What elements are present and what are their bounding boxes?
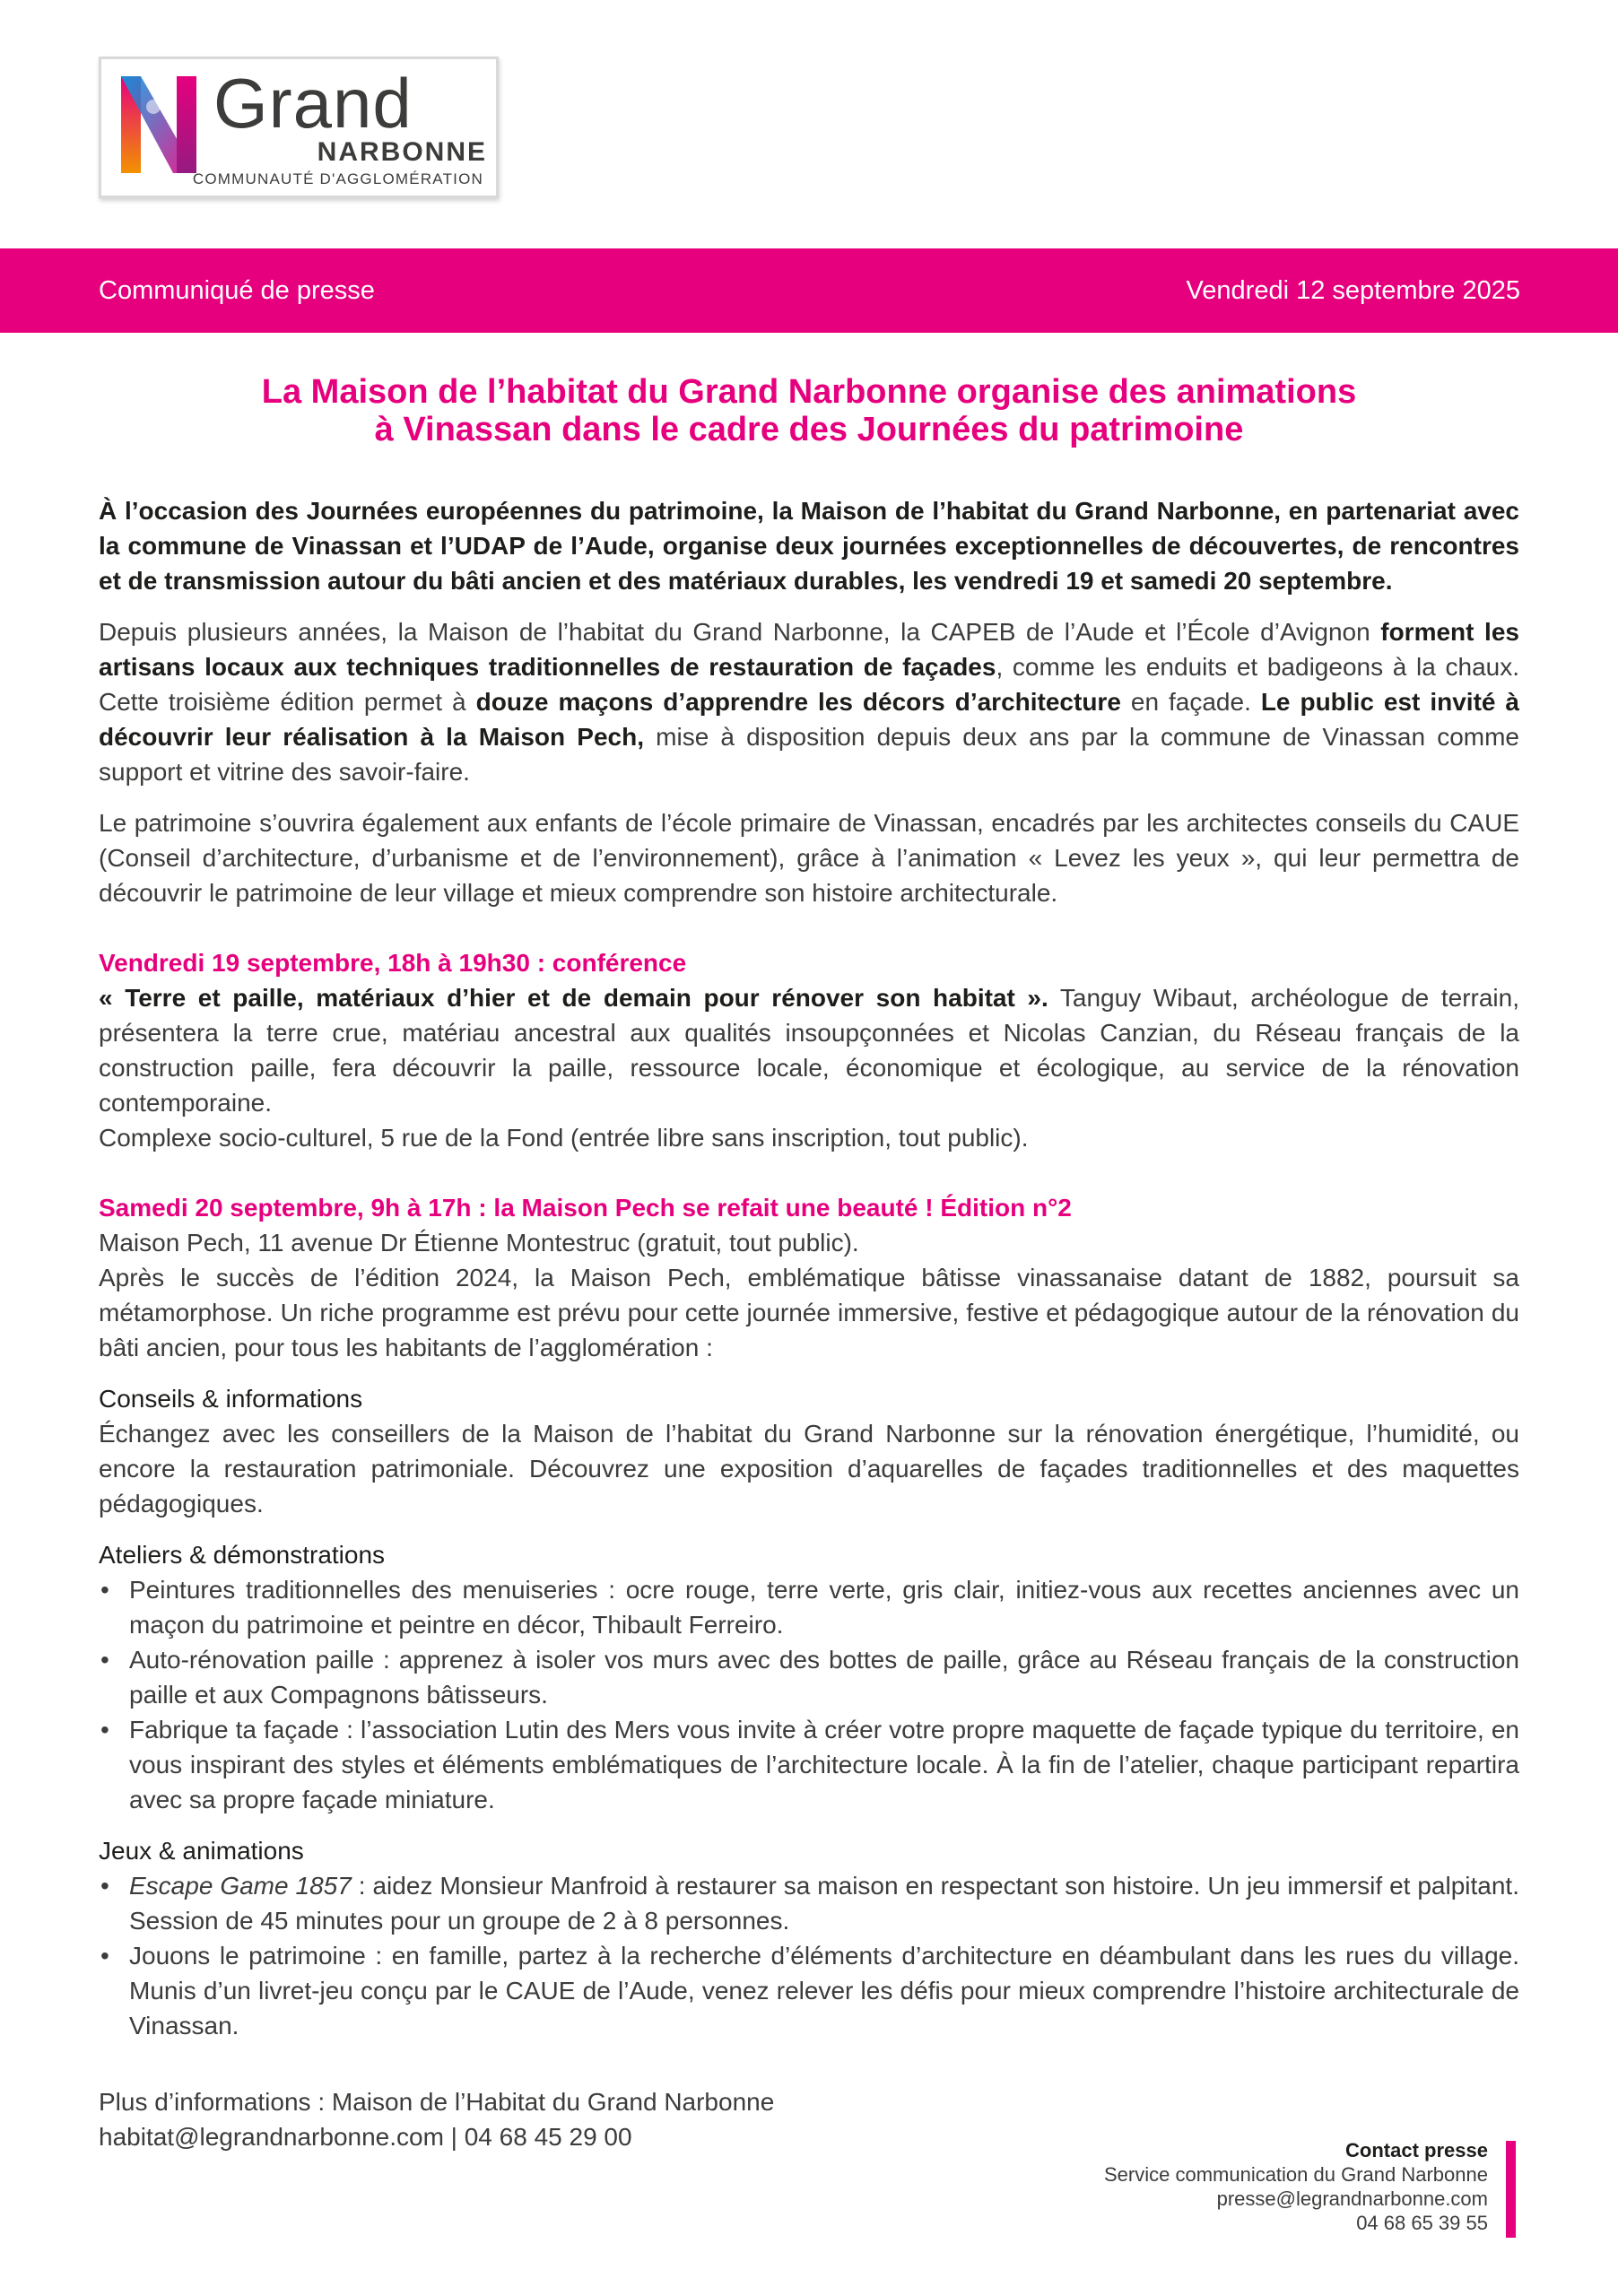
intro-paragraph: À l’occasion des Journées européennes du patrimoine, la Maison de l’habitat du Grand Narbonne, en partenariat avec la commune de Vinassan et l’UDAP de l’Aude, organise deux journées exceptionnelles de découvertes, de rencontres et de transmission autour du bâti ancien et des matériaux durables, les vendredi 19 et samedi 20 septembre. <box>99 497 1519 595</box>
ateliers-list <box>99 1572 1519 1817</box>
logo-grand: Grand <box>213 64 413 143</box>
p2-bold-2: douze maçons d’apprendre les décors d’architecture <box>475 688 1121 716</box>
escape-game-text: : aidez Monsieur Manfroid à restaurer sa maison en respectant son histoire. Un jeu immersif et palpitant. Session de 45 minutes pour un groupe de 2 à 8 personnes. <box>129 1872 1519 1935</box>
header-band <box>0 248 1618 333</box>
friday-conference-title: « Terre et paille, matériaux d’hier et de demain pour rénover son habitat ». <box>99 984 1048 1012</box>
press-contact-service: Service communication du Grand Narbonne <box>1103 2163 1488 2186</box>
conseils-heading: Conseils & informations <box>99 1385 363 1413</box>
friday-description <box>99 980 1519 1120</box>
more-info-contact: habitat@legrandnarbonne.com | 04 68 45 29 00 <box>99 2123 632 2151</box>
page-title <box>99 373 1519 448</box>
list-item <box>99 1868 1519 1938</box>
p2-text-1: Depuis plusieurs années, la Maison de l’habitat du Grand Narbonne, la CAPEB de l’Aude et l’École d’Avignon <box>99 618 1381 646</box>
p2-bold-1: forment les artisans locaux aux techniques traditionnelles de restauration de façades <box>99 618 1519 681</box>
jeux-list <box>99 1868 1519 2043</box>
p2-text-4: mise à disposition depuis deux ans par la commune de Vinassan comme support et vitrine des savoir-faire. <box>99 723 1519 786</box>
press-contact <box>1104 2138 1488 2235</box>
list-item: • Auto-rénovation paille : apprenez à isoler vos murs avec des bottes de paille, grâce au Réseau français de la construction paille et aux Compagnons bâtisseurs. <box>99 1642 1519 1712</box>
more-info-line-1: Plus d’informations : Maison de l’Habitat du Grand Narbonne <box>99 2088 775 2116</box>
ateliers-heading: Ateliers & démonstrations <box>99 1541 386 1569</box>
press-contact-phone: 04 68 65 39 55 <box>1356 2212 1488 2234</box>
press-contact-accent-bar <box>1506 2141 1516 2238</box>
p2-bold-3: Le public est invité à découvrir leur réalisation à la Maison Pech, <box>99 688 1520 751</box>
logo <box>99 57 499 198</box>
list-item: • Jouons le patrimoine : en famille, partez à la recherche d’éléments d’architecture en déambulant dans les rues du village. Munis d’un livret-jeu conçu par le CAUE de l’Aude, venez relever les défis pour mieux comprendre l’histoire architecturale de Vinassan. <box>99 1938 1519 2043</box>
p2-text-2: , comme les enduits et badigeons à la chaux. Cette troisième édition permet à <box>99 653 1519 716</box>
title-line-2: à Vinassan dans le cadre des Journées du patrimoine <box>374 411 1244 448</box>
list-item: • Peintures traditionnelles des menuiseries : ocre rouge, terre verte, gris clair, initiez-vous aux recettes anciennes avec un maçon du patrimoine et peintre en décor, Thibault Ferreiro. <box>99 1572 1519 1642</box>
list-item: • Fabrique ta façade : l’association Lutin des Mers vous invite à créer votre propre maquette de façade typique du territoire, en vous inspirant des styles et éléments emblématiques de l’architecture locale. À la fin de l’atelier, chaque participant repartira avec sa propre façade miniature. <box>99 1712 1519 1817</box>
saturday-place: Maison Pech, 11 avenue Dr Étienne Montestruc (gratuit, tout public). <box>99 1229 859 1257</box>
jeux-heading: Jeux & animations <box>99 1837 304 1865</box>
saturday-text: Après le succès de l’édition 2024, la Maison Pech, emblématique bâtisse vinassanaise datant de 1882, poursuit sa métamorphose. Un riche programme est prévu pour cette journée immersive, festive et pédagogique autour de la rénovation du bâti ancien, pour tous les habitants de l’agglomération : <box>99 1264 1519 1361</box>
conseils-text: Échangez avec les conseillers de la Maison de l’habitat du Grand Narbonne sur la rénovation énergétique, l’humidité, ou encore la restauration patrimoniale. Découvrez une exposition d’aquarelles de façades traditionnelles et des maquettes pédagogiques. <box>99 1420 1519 1518</box>
title-line-1: La Maison de l’habitat du Grand Narbonne organise des animations <box>261 373 1357 411</box>
logo-narbonne: NARBONNE <box>317 137 487 167</box>
paragraph-artisans <box>99 614 1519 789</box>
more-info <box>99 2084 774 2154</box>
press-release-label: Communiqué de presse <box>99 276 375 305</box>
escape-game-title: Escape Game 1857 <box>129 1872 352 1900</box>
logo-subtitle: COMMUNAUTÉ D'AGGLOMÉRATION <box>192 170 483 187</box>
press-contact-email: presse@legrandnarbonne.com <box>1216 2187 1488 2210</box>
friday-heading: Vendredi 19 septembre, 18h à 19h30 : conférence <box>99 949 687 977</box>
grand-narbonne-logo-mark-icon <box>119 71 200 177</box>
press-contact-title: Contact presse <box>1345 2139 1488 2161</box>
friday-place: Complexe socio-culturel, 5 rue de la Fond (entrée libre sans inscription, tout public). <box>99 1124 1029 1152</box>
friday-text: Tanguy Wibaut, archéologue de terrain, présentera la terre crue, matériau ancestral aux qualités insoupçonnées et Nicolas Canzian, du Réseau français de la construction paille, fera découvrir la paille, ressource locale, économique et écologique, au service de la rénovation contemporaine. <box>99 984 1520 1117</box>
article-body <box>99 493 1519 2043</box>
paragraph-children: Le patrimoine s’ouvrira également aux enfants de l’école primaire de Vinassan, encadrés par les architectes conseils du CAUE (Conseil d’architecture, d’urbanisme et de l’environnement), grâce à l’animation « Levez les yeux », qui leur permettra de découvrir le patrimoine de leur village et mieux comprendre son histoire architecturale. <box>99 809 1519 907</box>
release-date: Vendredi 12 septembre 2025 <box>1186 276 1520 305</box>
p2-text-3: en façade. <box>1120 688 1261 716</box>
saturday-heading: Samedi 20 septembre, 9h à 17h : la Maison Pech se refait une beauté ! Édition n°2 <box>99 1194 1072 1222</box>
